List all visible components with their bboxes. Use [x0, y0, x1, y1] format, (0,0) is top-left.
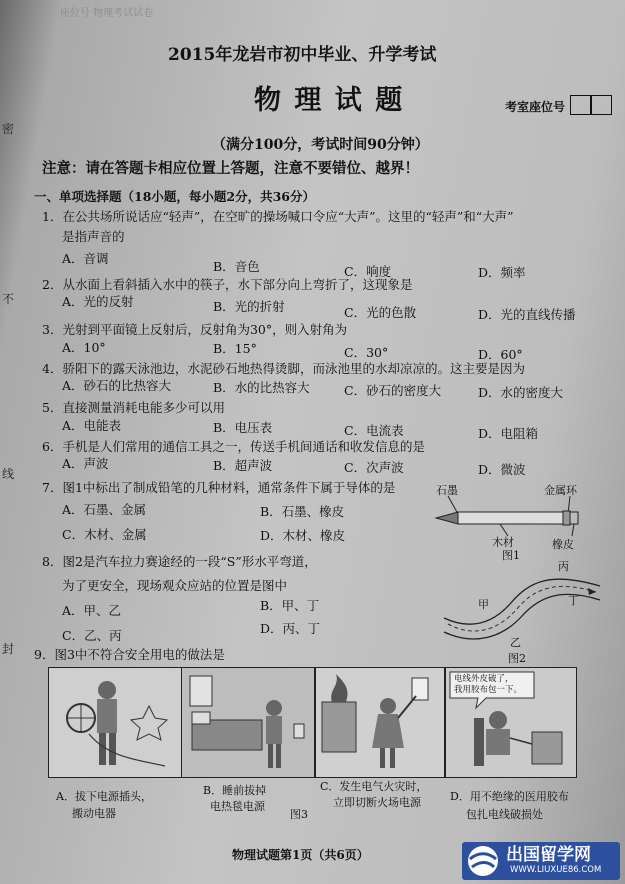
- option: D．60°: [478, 347, 523, 362]
- option: A．音调: [62, 251, 109, 266]
- option: D．微波: [478, 462, 526, 477]
- option: A．10°: [62, 340, 106, 355]
- question-stem: 是指声音的: [62, 229, 125, 244]
- fig3-panel-a: [48, 667, 182, 778]
- figure-1: [430, 484, 590, 564]
- question-stem: 3．光射到平面镜上反射后，反射角为30°，则入射角为: [42, 322, 348, 337]
- fig1-graphite-label: 石墨: [436, 484, 458, 497]
- option: B．水的比热容大: [213, 380, 310, 395]
- seat-box: [570, 95, 591, 115]
- fig3-caption-b: B．睡前拔掉: [203, 784, 267, 797]
- option: D．频率: [478, 265, 526, 280]
- option: A．光的反射: [62, 294, 134, 309]
- fig3-caption-b: 电热毯电源: [210, 800, 265, 813]
- fig3-caption-c: 立即切断火场电源: [333, 796, 421, 809]
- option: B．光的折射: [213, 299, 285, 314]
- fig1-caption: 图1: [502, 549, 520, 562]
- fig2-label-ding: 丁: [568, 594, 579, 607]
- fig2-label-yi: 乙: [510, 636, 521, 649]
- fig2-label-jia: 甲: [478, 598, 489, 611]
- question-stem: 6．手机是人们常用的通信工具之一，传送手机间通话和收发信息的是: [42, 439, 425, 454]
- option: C．砂石的密度大: [344, 383, 442, 398]
- option: A．声波: [62, 456, 109, 471]
- option: D．木材、橡皮: [260, 528, 346, 543]
- question-stem: 1．在公共场所说话应“轻声”，在空旷的操场喊口令应“大声”。这里的“轻声”和“大声”: [42, 209, 514, 224]
- fig3-caption-a: 搬动电器: [72, 807, 116, 820]
- question-stem: 7．图1中标出了制成铅笔的几种材料，通常条件下属于导体的是: [42, 480, 396, 495]
- figure-2: [440, 558, 605, 666]
- score-time: （满分100分，考试时间90分钟）: [212, 137, 429, 153]
- fig3-caption-c: C．发生电气火灾时，: [320, 780, 428, 793]
- watermark-brand: 出国留学网: [506, 845, 591, 865]
- header-scrap: 座位号 物理考试试卷: [60, 8, 154, 19]
- margin-mark: 线: [2, 467, 15, 481]
- option: B．甲、丁: [260, 598, 320, 613]
- fig3-caption-d: 包扎电线破损处: [466, 808, 543, 821]
- fig1-wood-label: 木材: [492, 536, 514, 549]
- option: A．石墨、金属: [62, 502, 147, 517]
- fig1-eraser-label: 橡皮: [552, 538, 574, 551]
- fig3-panel-d: [445, 667, 577, 778]
- margin-mark: 密: [2, 122, 15, 136]
- option: C．乙、丙: [62, 628, 122, 643]
- option: D．电阻箱: [478, 426, 539, 441]
- fig3-caption-a: A．拔下电源插头，: [56, 790, 152, 803]
- question-stem: 9．图3中不符合安全用电的做法是: [34, 647, 225, 662]
- option: B．石墨、橡皮: [260, 504, 345, 519]
- fig3-speech-line: 电线外皮破了，: [454, 674, 514, 684]
- option: B．15°: [213, 341, 257, 356]
- option: A．砂石的比热容大: [62, 378, 172, 393]
- question-stem: 5．直接测量消耗电能多少可以用: [42, 400, 225, 415]
- fig3-panel-b: [181, 667, 315, 778]
- fig3-caption-d: D．用不绝缘的医用胶布: [450, 790, 569, 803]
- fig3-panel-c: [315, 667, 445, 778]
- option: C．响度: [344, 264, 392, 279]
- fig2-label-bing: 丙: [558, 560, 569, 573]
- margin-mark: 封: [2, 642, 15, 656]
- fig3-caption: 图3: [290, 808, 308, 821]
- option: C．木材、金属: [62, 527, 147, 542]
- seat-label: 考室座位号: [505, 100, 566, 114]
- option: A．甲、乙: [62, 603, 122, 618]
- margin-mark: 不: [2, 292, 15, 306]
- watermark-url: WWW.LIUXUE86.COM: [510, 865, 602, 875]
- option: C．电流表: [344, 423, 404, 438]
- seat-box: [591, 95, 612, 115]
- option: C．光的色散: [344, 305, 417, 320]
- fig2-caption: 图2: [508, 652, 526, 665]
- globe-icon: [464, 842, 502, 880]
- question-stem: 4．骄阳下的露天泳池边，水泥砂石地热得烫脚，而泳池里的水却凉凉的。这主要是因为: [42, 361, 525, 376]
- option: C．30°: [344, 345, 389, 360]
- option: D．丙、丁: [260, 621, 321, 636]
- option: A．电能表: [62, 418, 122, 433]
- option: D．光的直线传播: [478, 307, 576, 322]
- question-stem: 8．图2是汽车拉力赛途经的一段“S”形水平弯道，: [42, 554, 317, 569]
- subject-title: 物 理 试 题: [254, 85, 405, 116]
- section-title: 一、单项选择题（18小题，每小题2分，共36分）: [34, 189, 315, 204]
- fig1-metal-ring-label: 金属环: [544, 484, 577, 497]
- exam-title: 2015年龙岩市初中毕业、升学考试: [168, 45, 437, 65]
- question-stem: 2．从水面上看斜插入水中的筷子，水下部分向上弯折了，这现象是: [42, 277, 413, 292]
- option: B．音色: [213, 259, 260, 274]
- watermark-logo: [462, 842, 620, 880]
- option: D．水的密度大: [478, 385, 564, 400]
- option: B．电压表: [213, 420, 273, 435]
- notice: 注意：请在答题卡相应位置上答题，注意不要错位、越界！: [42, 160, 419, 177]
- option: B．超声波: [213, 458, 273, 473]
- option: C．次声波: [344, 460, 404, 475]
- page-footer: 物理试题第1页（共6页）: [232, 848, 369, 862]
- question-stem: 为了更安全，现场观众应站的位置是图中: [62, 578, 288, 593]
- fig3-speech-line: 我用胶布包一下。: [454, 685, 523, 695]
